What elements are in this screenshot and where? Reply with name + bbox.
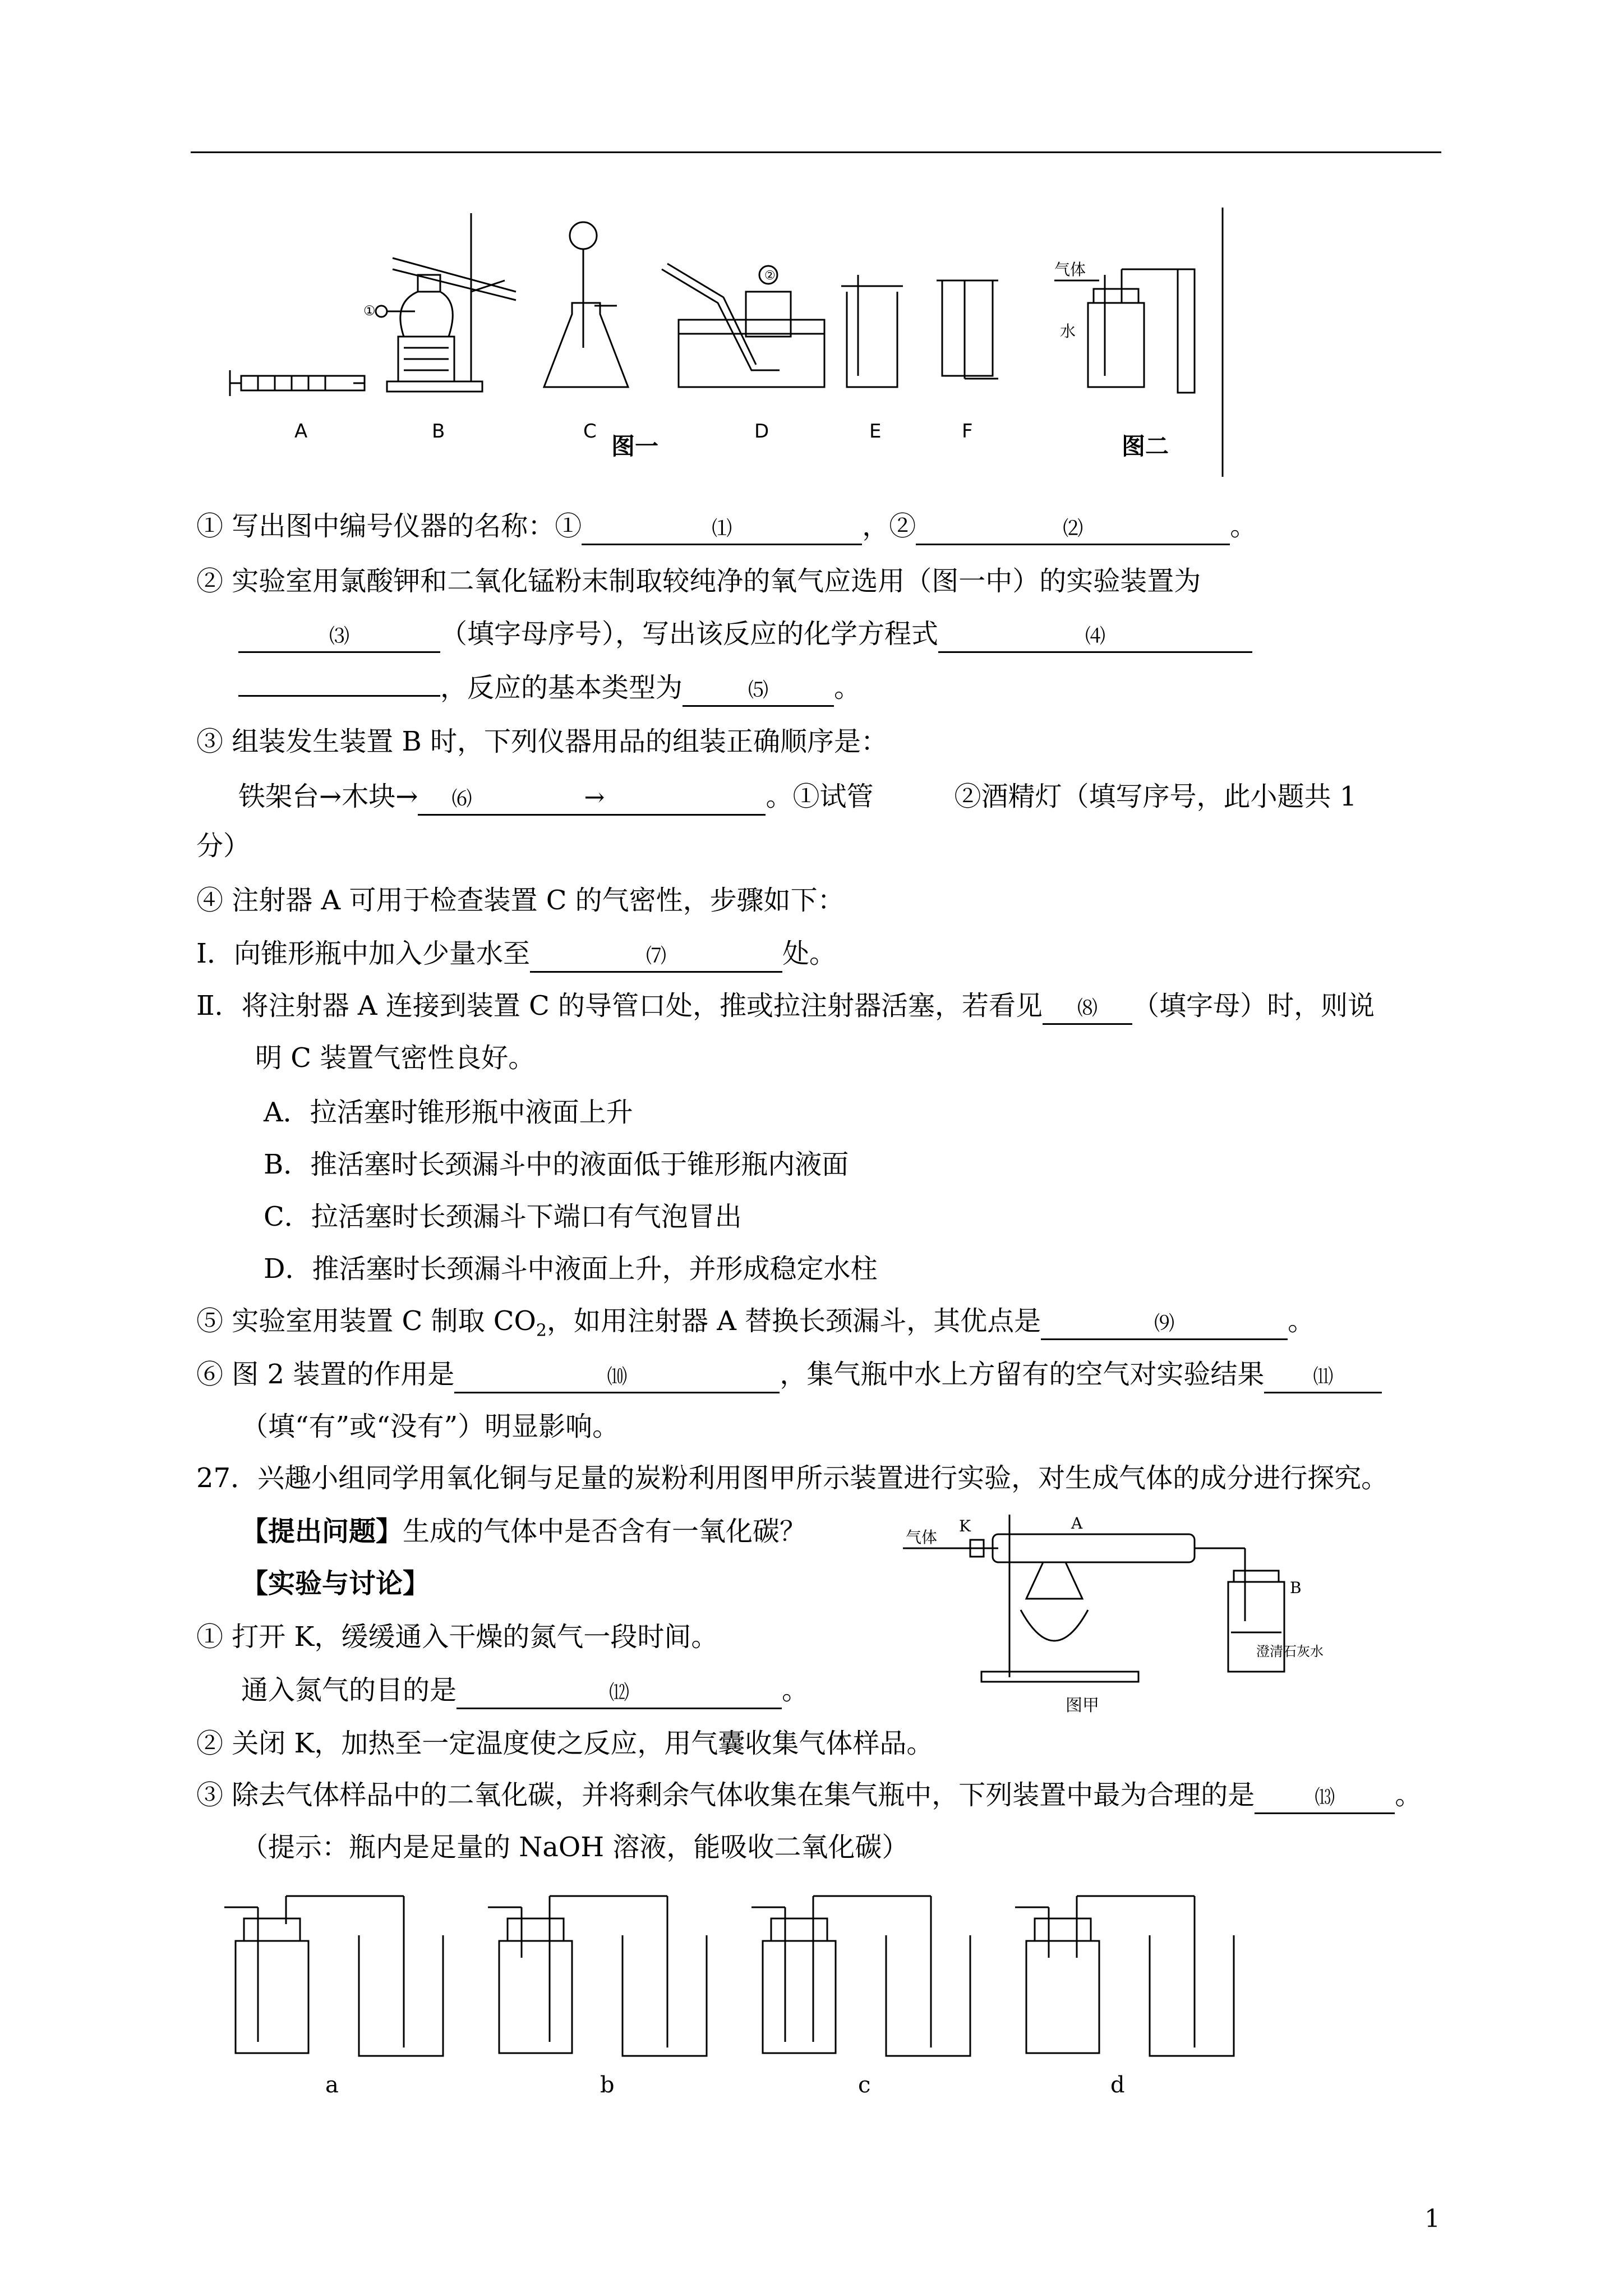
- q27-step2: ② 关闭 K，加热至一定温度使之反应，用气囊收集气体样品。: [196, 1728, 934, 1759]
- q5-mid: ，如用注射器 A 替换长颈漏斗，其优点是: [546, 1305, 1041, 1337]
- q3-l2-prefix: 铁架台→木块→: [238, 781, 418, 812]
- blank-3[interactable]: ⑶: [238, 622, 440, 653]
- ask-text: 生成的气体中是否含有一氧化碳？: [403, 1516, 807, 1547]
- bottom-label-d: d: [1110, 2072, 1125, 2098]
- trough-d: [662, 264, 824, 387]
- bottom-label-b: b: [600, 2072, 615, 2098]
- blank-8[interactable]: ⑻: [1043, 994, 1132, 1025]
- water-label: 水: [1060, 322, 1076, 341]
- bottom-label-a: a: [325, 2072, 339, 2098]
- step1b-prefix: 通入氮气的目的是: [241, 1674, 457, 1706]
- q27-step1: ① 打开 K，缓缓通入干燥的氮气一段时间。: [196, 1621, 718, 1653]
- q6-line1: [196, 1358, 1382, 1393]
- jia-k-label: K: [959, 1517, 971, 1535]
- blank-2[interactable]: ⑵: [916, 514, 1230, 545]
- figure-bottom-apparatus: [213, 1885, 1279, 2098]
- q4-step1: [196, 937, 836, 973]
- blank-6[interactable]: [418, 783, 766, 816]
- q2-l3-end: 。: [834, 672, 861, 703]
- q1-prefix: ① 写出图中编号仪器的名称：①: [196, 510, 582, 542]
- apparatus-c: [751, 1896, 970, 2056]
- blank-7[interactable]: ⑺: [530, 942, 782, 973]
- step1b-end: 。: [782, 1674, 809, 1706]
- q4-option-d: D．推活塞时长颈漏斗中液面上升，并形成稳定水柱: [264, 1253, 878, 1285]
- q5-end: 。: [1288, 1305, 1315, 1337]
- q1-mid: ，②: [862, 510, 916, 542]
- apparatus-a: [224, 1896, 443, 2056]
- label-e: E: [869, 420, 882, 443]
- q6-line2: （填“有”或“没有”）明显影响。: [241, 1411, 620, 1442]
- q2-line3: [238, 671, 861, 707]
- apparatus-b-bottle: [488, 1896, 707, 2056]
- apparatus-b: [376, 213, 516, 392]
- jia-caption: 图甲: [1066, 1696, 1099, 1715]
- q27-hint: （提示：瓶内是足量的 NaOH 溶液，能吸收二氧化碳）: [241, 1832, 909, 1863]
- q2-line1: ② 实验室用氯酸钾和二氧化锰粉末制取较纯净的氧气应选用（图一中）的实验装置为: [196, 565, 1201, 597]
- blank-6-arrow: →: [584, 783, 605, 812]
- q6-mid: ，集气瓶中水上方留有的空气对实验结果: [780, 1359, 1265, 1390]
- q3-line3: 分）: [196, 830, 251, 862]
- blank-5[interactable]: ⑸: [683, 676, 834, 707]
- jia-a-label: A: [1071, 1514, 1083, 1533]
- q2-l3-mid: ，反应的基本类型为: [440, 672, 683, 703]
- jia-b-label: B: [1290, 1579, 1302, 1597]
- q3-line1: ③ 组装发生装置 B 时，下列仪器用品的组装正确顺序是：: [196, 726, 888, 757]
- blank-4[interactable]: ⑷: [938, 622, 1252, 653]
- q5-sub: 2: [536, 1320, 547, 1341]
- q4-s2-prefix: Ⅱ．将注射器 A 连接到装置 C 的导管口处，推或拉注射器活塞，若看见: [196, 990, 1043, 1022]
- q4-s1-prefix: Ⅰ．向锥形瓶中加入少量水至: [196, 938, 530, 969]
- label-d: D: [754, 420, 769, 443]
- gas-label: 气体: [1054, 260, 1086, 279]
- q3-line2: [238, 780, 1357, 816]
- q27-step3: [196, 1778, 1422, 1814]
- label-f: F: [962, 420, 973, 443]
- caption-fig1: 图一: [611, 432, 659, 460]
- blank-12[interactable]: ⑿: [457, 1678, 782, 1709]
- q4-step2: [196, 989, 1375, 1025]
- blank-4-continued[interactable]: [238, 695, 440, 697]
- label-a: A: [294, 420, 308, 443]
- q4-s2-end: （填字母）时，则说: [1132, 990, 1375, 1022]
- blank-6-label: ⑹: [451, 788, 472, 811]
- q1-line: [196, 509, 1257, 545]
- bottle-f: [937, 280, 998, 379]
- q4-option-c: C．拉活塞时长颈漏斗下端口有气泡冒出: [264, 1201, 742, 1232]
- page-number: 1: [1424, 2205, 1440, 2233]
- apparatus-d: [1015, 1896, 1234, 2056]
- q27-ask: [241, 1515, 806, 1548]
- bottom-label-c: c: [858, 2072, 871, 2098]
- step3-prefix: ③ 除去气体样品中的二氧化碳，并将剩余气体收集在集气瓶中，下列装置中最为合理的是: [196, 1779, 1255, 1811]
- blank-13[interactable]: ⒀: [1255, 1783, 1395, 1814]
- ask-heading: 【提出问题】: [241, 1516, 403, 1547]
- figure-one-two: [224, 208, 1234, 488]
- q4-line1: ④ 注射器 A 可用于检查装置 C 的气密性，步骤如下：: [196, 885, 845, 916]
- blank-11[interactable]: ⑾: [1264, 1363, 1382, 1393]
- q4-option-a: A．拉活塞时锥形瓶中液面上升: [264, 1097, 633, 1128]
- header-rule: [191, 151, 1441, 153]
- q2-line2: [238, 617, 1252, 653]
- syringe-a: [230, 370, 365, 396]
- marker-2: ②: [764, 269, 776, 283]
- q4-step2-line2: 明 C 装置气密性良好。: [255, 1042, 536, 1074]
- q2-l2-mid: （填字母序号），写出该反应的化学方程式: [440, 618, 939, 650]
- q3-l2-suffix: 。①试管 ②酒精灯（填写序号，此小题共 1: [766, 781, 1357, 812]
- q27-step1b: [241, 1673, 809, 1709]
- label-c: C: [583, 420, 597, 443]
- bottle-e: [841, 275, 903, 387]
- q4-option-b: B．推活塞时长颈漏斗中的液面低于锥形瓶内液面: [264, 1149, 849, 1180]
- figure-jia: [897, 1503, 1335, 1722]
- jia-gas-label: 气体: [906, 1528, 938, 1547]
- blank-9[interactable]: ⑼: [1041, 1309, 1288, 1340]
- flask-c: [544, 222, 628, 387]
- exp-heading: 【实验与讨论】: [241, 1568, 430, 1599]
- caption-fig2: 图二: [1122, 432, 1169, 460]
- q27-intro: 27．兴趣小组同学用氧化铜与足量的炭粉利用图甲所示装置进行实验，对生成气体的成分进行探究。: [196, 1462, 1389, 1494]
- q5-line: [196, 1304, 1315, 1348]
- step3-end: 。: [1395, 1779, 1422, 1811]
- marker-1: ①: [363, 303, 376, 319]
- jia-limewater-label: 澄清石灰水: [1256, 1644, 1324, 1659]
- blank-1[interactable]: ⑴: [582, 514, 862, 545]
- blank-10[interactable]: ⑽: [454, 1363, 780, 1393]
- q5-prefix: ⑤ 实验室用装置 C 制取 CO: [196, 1305, 536, 1337]
- q4-s1-end: 处。: [782, 938, 836, 969]
- q1-end: 。: [1230, 510, 1257, 542]
- label-b: B: [432, 420, 445, 443]
- q6-prefix: ⑥ 图 2 装置的作用是: [196, 1359, 455, 1390]
